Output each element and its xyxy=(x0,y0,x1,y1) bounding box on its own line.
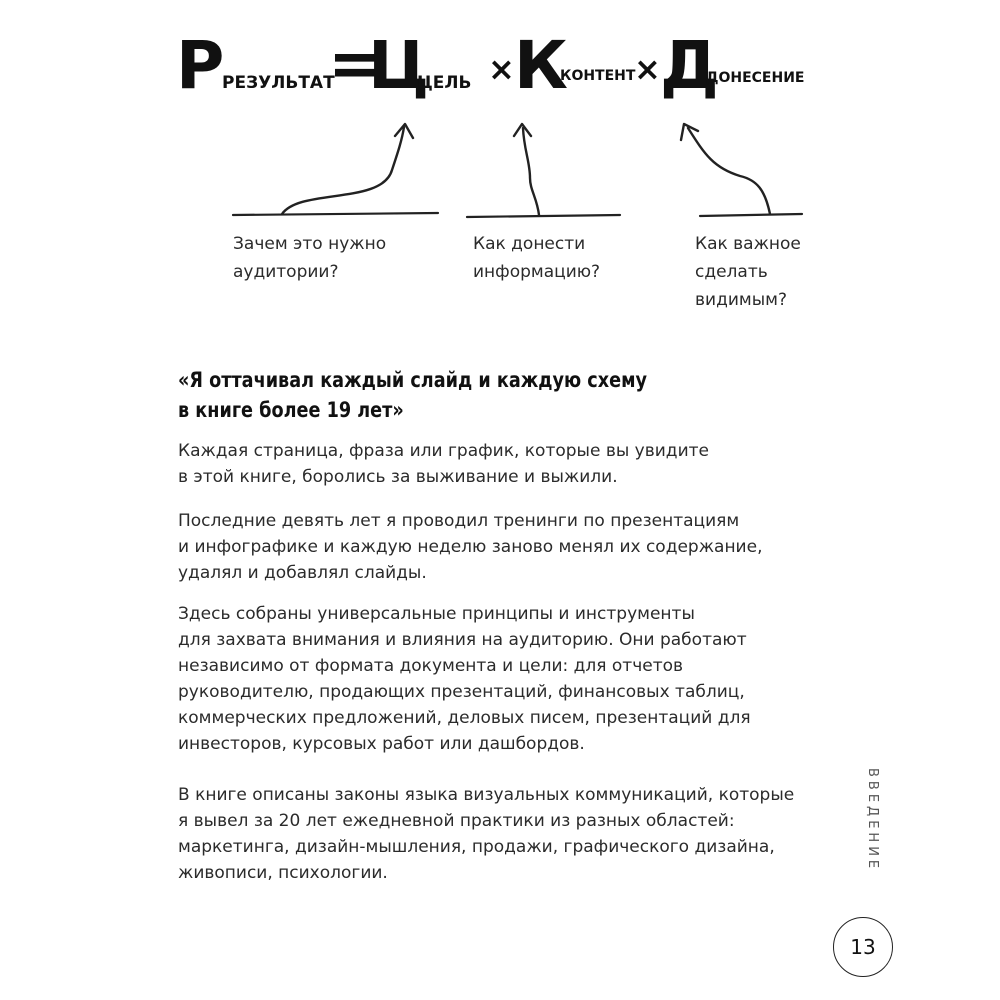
page-number-text: 13 xyxy=(850,935,876,959)
paragraph-1: Каждая страница, фраза или график, которые вы увидите в этой книге, боролись за выживание и выжили. xyxy=(178,441,709,487)
arrow-goal xyxy=(282,127,404,214)
formula-equals: = xyxy=(328,25,384,102)
caption-delivery: Как важное сделать видимым? xyxy=(695,234,801,310)
formula-c-subscript: ЦЕЛЬ xyxy=(417,73,472,93)
formula-drawing xyxy=(0,0,1000,230)
paragraph-2: Последние девять лет я проводил тренинги по презентациям и инфографике и каждую неделю заново менял их содержание, удалял и добавлял слайды. xyxy=(178,511,763,583)
caption-content: Как донести информацию? xyxy=(473,234,601,282)
formula-r-letter: Р xyxy=(176,27,225,104)
baseline-content xyxy=(467,215,620,217)
section-heading: «Я оттачивал каждый слайд и каждую схему в книге более 19 лет» xyxy=(178,368,648,422)
baseline-delivery xyxy=(700,214,802,216)
arrow-content xyxy=(523,128,539,215)
formula-illustration xyxy=(0,0,1000,230)
arrow-delivery xyxy=(688,128,770,214)
formula-c-letter: Ц xyxy=(368,27,430,104)
page-number xyxy=(833,917,893,977)
formula-k-letter: К xyxy=(514,27,568,104)
formula-times-1: × xyxy=(488,50,515,88)
paragraph-4: В книге описаны законы языка визуальных коммуникаций, которые я вывел за 20 лет ежедневной практики из разных областей: маркетинга, дизайн-мышления, продажи, графического дизайна, живописи, психологии. xyxy=(178,785,795,883)
formula-r-subscript: РЕЗУЛЬТАТ xyxy=(222,73,335,93)
paragraph-3: Здесь собраны универсальные принципы и инструменты для захвата внимания и влияния на аудиторию. Они работают независимо от формата документа и цели: для отчетов руководителю, продающих презентаций, финансовых таблиц, коммерческих предложений, деловых писем, презентаций для инвесторов, курсовых работ или дашбордов. xyxy=(178,604,751,754)
formula-times-2: × xyxy=(634,50,661,88)
section-label: ВВЕДЕНИЕ xyxy=(865,768,880,873)
formula-d-subscript: ДОНЕСЕНИЕ xyxy=(706,70,805,86)
baseline-goal xyxy=(233,213,438,215)
formula-k-subscript: КОНТЕНТ xyxy=(560,68,636,84)
formula-d-letter: Д xyxy=(660,27,719,104)
caption-goal: Зачем это нужно аудитории? xyxy=(233,234,387,282)
